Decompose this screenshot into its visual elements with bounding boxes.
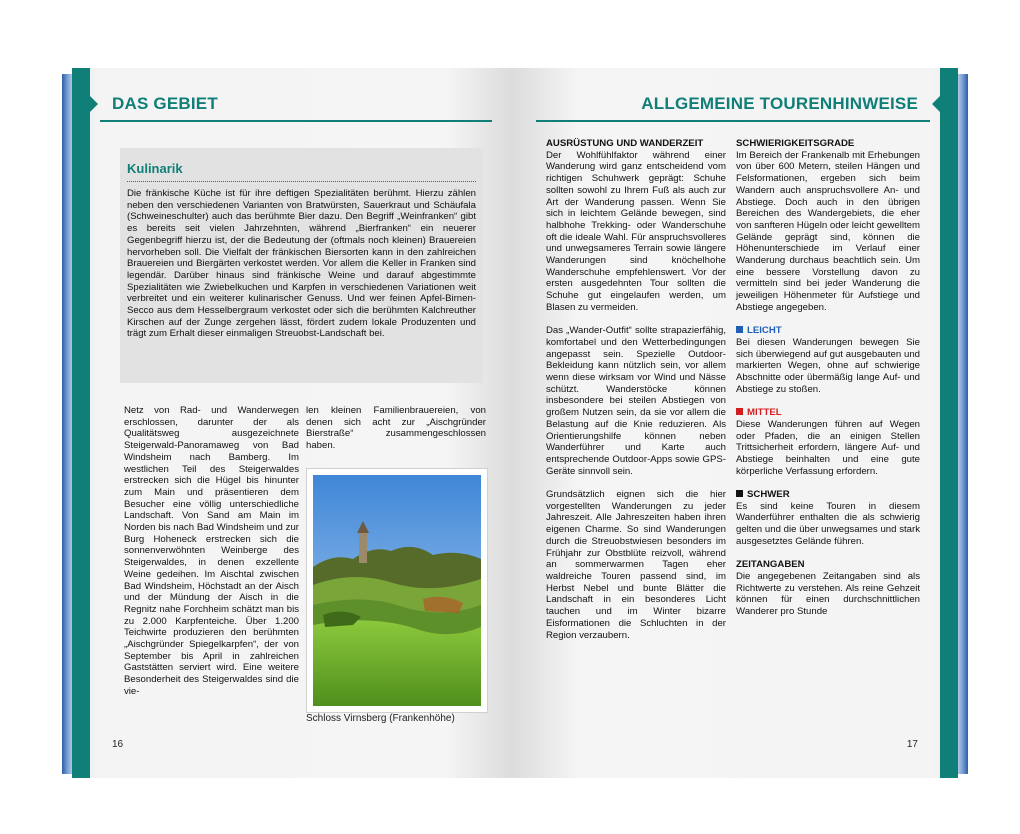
zeitangaben-text: Die angegebenen Zeitangaben sind als Richtwerte zu verstehen. Als reine Gehzeit können für einen durchschnittlichen Wanderer pro Stunde — [736, 570, 920, 618]
left-col-2 — [306, 405, 486, 464]
level-schwer-label: SCHWER — [747, 489, 790, 501]
left-col-1 — [124, 405, 299, 709]
level-leicht — [736, 325, 920, 337]
schwierigkeit-text: Im Bereich der Frankenalb mit Erhebungen von über 600 Metern, steilen Hängen und Felsformationen, ergeben sich beim Wandern auch anspruchsvollere An- und Abstiege. Doch auch in den übrigen Bereichen des Wandergebiets, die eher von sanfteren Hügeln oder leicht gewelltem Gelände geprägt sind, können die Höhenunterschiede im Verlauf einer Wanderung durchaus beachtlich sein. Um eine bessere Vorstellung davon zu vermitteln sind bei jeder Wanderung die jeweiligen Höhenmeter für Aufstiege und Abstiege angegeben. — [736, 149, 920, 313]
heading-ausruestung: AUSRÜSTUNG UND WANDERZEIT — [546, 138, 704, 149]
chapter-arrow-icon-right — [932, 96, 940, 112]
ausruestung-text-3: Grundsätzlich eignen sich die hier vorgestellten Wanderungen zu jeder Jahreszeit. Alle Jahreszeiten haben ihren eigenen Charme. So sind Wanderungen durch die Streuobstwiesen besonders im Frühjahr zur Obstblüte reizvoll, während an sommerwarmen Tagen eher waldreiche Touren passend sind, im Herbst Nebel und bunte Blätter die Landschaft in ein besonderes Licht tauchen und im Winter bizarre Eisformationen die Schluchten in der Region verzaubern. — [546, 489, 726, 641]
ausruestung-text-1: Der Wohlfühlfaktor während einer Wanderung wird ganz entscheidend vom richtigen Schuhwerk geprägt: Schuhe sollten sowohl zu Ihrem Fuß als auch zur Art der Wanderung passen. Wenn Sie sich in leichtem Gelände bewegen, sind halbhohe Trekking- oder Wanderschuhe oft die ideale Wahl. Für anspruchsvolleres und unwegsameres Terrain sowie längere Wanderungen sind knöchelhohe Wanderschuhe empfehlenswert. Vor der ersten ausgedehnten Tour sollten die Schuhe gut eingelaufen werden, um Blasen zu vermeiden. — [546, 149, 726, 313]
right-col-2 — [736, 138, 920, 629]
section-rule-right — [536, 120, 930, 122]
level-mittel — [736, 407, 920, 419]
heading-schwierigkeit: SCHWIERIGKEITSGRADE — [736, 138, 855, 149]
level-leicht-label: LEICHT — [747, 325, 782, 337]
level-mittel-label: MITTEL — [747, 407, 782, 419]
section-title-left: DAS GEBIET — [112, 94, 218, 113]
info-box-divider — [127, 181, 476, 182]
page-number-left: 16 — [112, 739, 124, 750]
left-col-1-text: Netz von Rad- und Wanderwegen erschlossen, darunter der als Qualitätsweg ausgezeichnete Steigerwald-Panoramaweg von Bad Windsheim nach Bamberg. Im westlichen Teil des Steigerwaldes erstrecken sich die Hügel bis hinunter zum Main und präsentieren dem Besucher eine völlig unterschiedliche Landschaft. Von Sand am Main im Norden bis nach Bad Windsheim und zur Burg Hoheneck erstrecken sich die sonnenverwöhnten Weinberge des Steigerwaldes, in denen exzellente Weine gedeihen. Im Aischtal zwischen Bad Windsheim, Höchstadt an der Aisch und der Mündung der Aisch in die Regnitz nahe Forchheim schätzt man bis zu 2.000 Karpfenteiche. Über 1.200 Teichwirte produzieren den berühmten „Aischgründer Spiegelkarpfen“, der von September bis April in zahlreichen Gaststätten serviert wird. Eine weitere Besonderheit des Steigerwaldes sind die vie- — [124, 405, 299, 697]
right-col-1 — [546, 138, 726, 653]
photo-schloss-virnsberg — [313, 475, 481, 706]
heading-zeitangaben: ZEITANGABEN — [736, 559, 805, 571]
photo-caption: Schloss Virnsberg (Frankenhöhe) — [306, 713, 455, 724]
section-title-right: ALLGEMEINE TOURENHINWEISE — [641, 94, 918, 113]
square-schwer-icon — [736, 490, 743, 497]
right-page — [512, 68, 958, 778]
section-rule-left — [100, 120, 492, 122]
info-box-text: Die fränkische Küche ist für ihre deftigen Spezialitäten berühmt. Hierzu zählen neben den verschiedenen Varianten von Bratwürsten, Sauerkraut und Schäufala (Schweineschulter) auch das berühmte Bier dazu. Den Begriff „Weinfranken“ gibt es bereits seit vielen Jahrzehnten, während „Bierfranken“ ein neuerer Gegenbegriff hierzu ist, der die Bedeutung der (oftmals noch kleinen) Brauereien hervorheben soll. Die Vielfalt der fränkischen Biersorten kann in den zahlreichen Brauereien und Biergärten verkostet werden. Vor allem die Keller in Franken sind legendär. Darüber hinaus sind fränkische Weine und darauf abgestimmte Spezialitäten wie Zwiebelkuchen und Karpfen in verschiedenen Variationen weit verbreitet und ein weiterer kulinarischer Genuss. Und wer feinen Apfel-Birnen-Secco aus dem Hesselbergraum verkostet oder sich die berühmten Kalchreuther Kirschen auf der Zunge zergehen lässt, fördert zudem lokale Produzenten und trägt zum Erhalt dieser einmaligen Streuobst-Landschaft bei. — [127, 188, 476, 340]
landscape-photo — [306, 468, 488, 713]
left-chapter-tab — [72, 68, 90, 778]
left-page — [72, 68, 512, 778]
info-box-kulinarik — [120, 148, 483, 383]
left-col-2-text: len kleinen Familienbrauereien, von denen sich acht zur „Aischgründer Bierstraße“ zusammengeschlossen haben. — [306, 405, 486, 452]
level-schwer — [736, 489, 920, 501]
square-mittel-icon — [736, 408, 743, 415]
page-number-right: 17 — [906, 739, 918, 750]
chapter-arrow-icon — [90, 96, 98, 112]
leicht-text: Bei diesen Wanderungen bewegen Sie sich überwiegend auf gut ausgebauten und markierten Wegen, ohne auf schwierige Abschnitte oder übermäßig lange Auf- und Abstiege zu stoßen. — [736, 336, 920, 395]
info-box-title: Kulinarik — [127, 161, 183, 176]
square-leicht-icon — [736, 326, 743, 333]
ausruestung-text-2: Das „Wander-Outfit“ sollte strapazierfähig, komfortabel und den Wetterbedingungen angepasst sein. Spezielle Outdoor-Bekleidung kann nützlich sein, vor allem wenn diese wirksam vor Wind und Nässe schützt. Wanderstöcke können insbesondere bei steilen Abstiegen von großem Nutzen sein, da sie vor allem die Belastung auf die Knie reduzieren. Als Orientierungshilfe können neben Wanderführer und Karte auch entsprechende Outdoor-Apps sowie GPS-Geräte sinnvoll sein. — [546, 325, 726, 477]
mittel-text: Diese Wanderungen führen auf Wegen oder Pfaden, die an einigen Stellen Trittsicherheit erfordern, längere Auf- und Abstiege beinhalten und eine gute körperliche Verfassung erfordern. — [736, 418, 920, 477]
right-chapter-tab — [940, 68, 958, 778]
open-book — [62, 68, 968, 778]
schwer-text: Es sind keine Touren in diesem Wanderführer enthalten die als schwierig gelten und die über unwegsames und stark ausgesetztes Gelände führen. — [736, 500, 920, 547]
